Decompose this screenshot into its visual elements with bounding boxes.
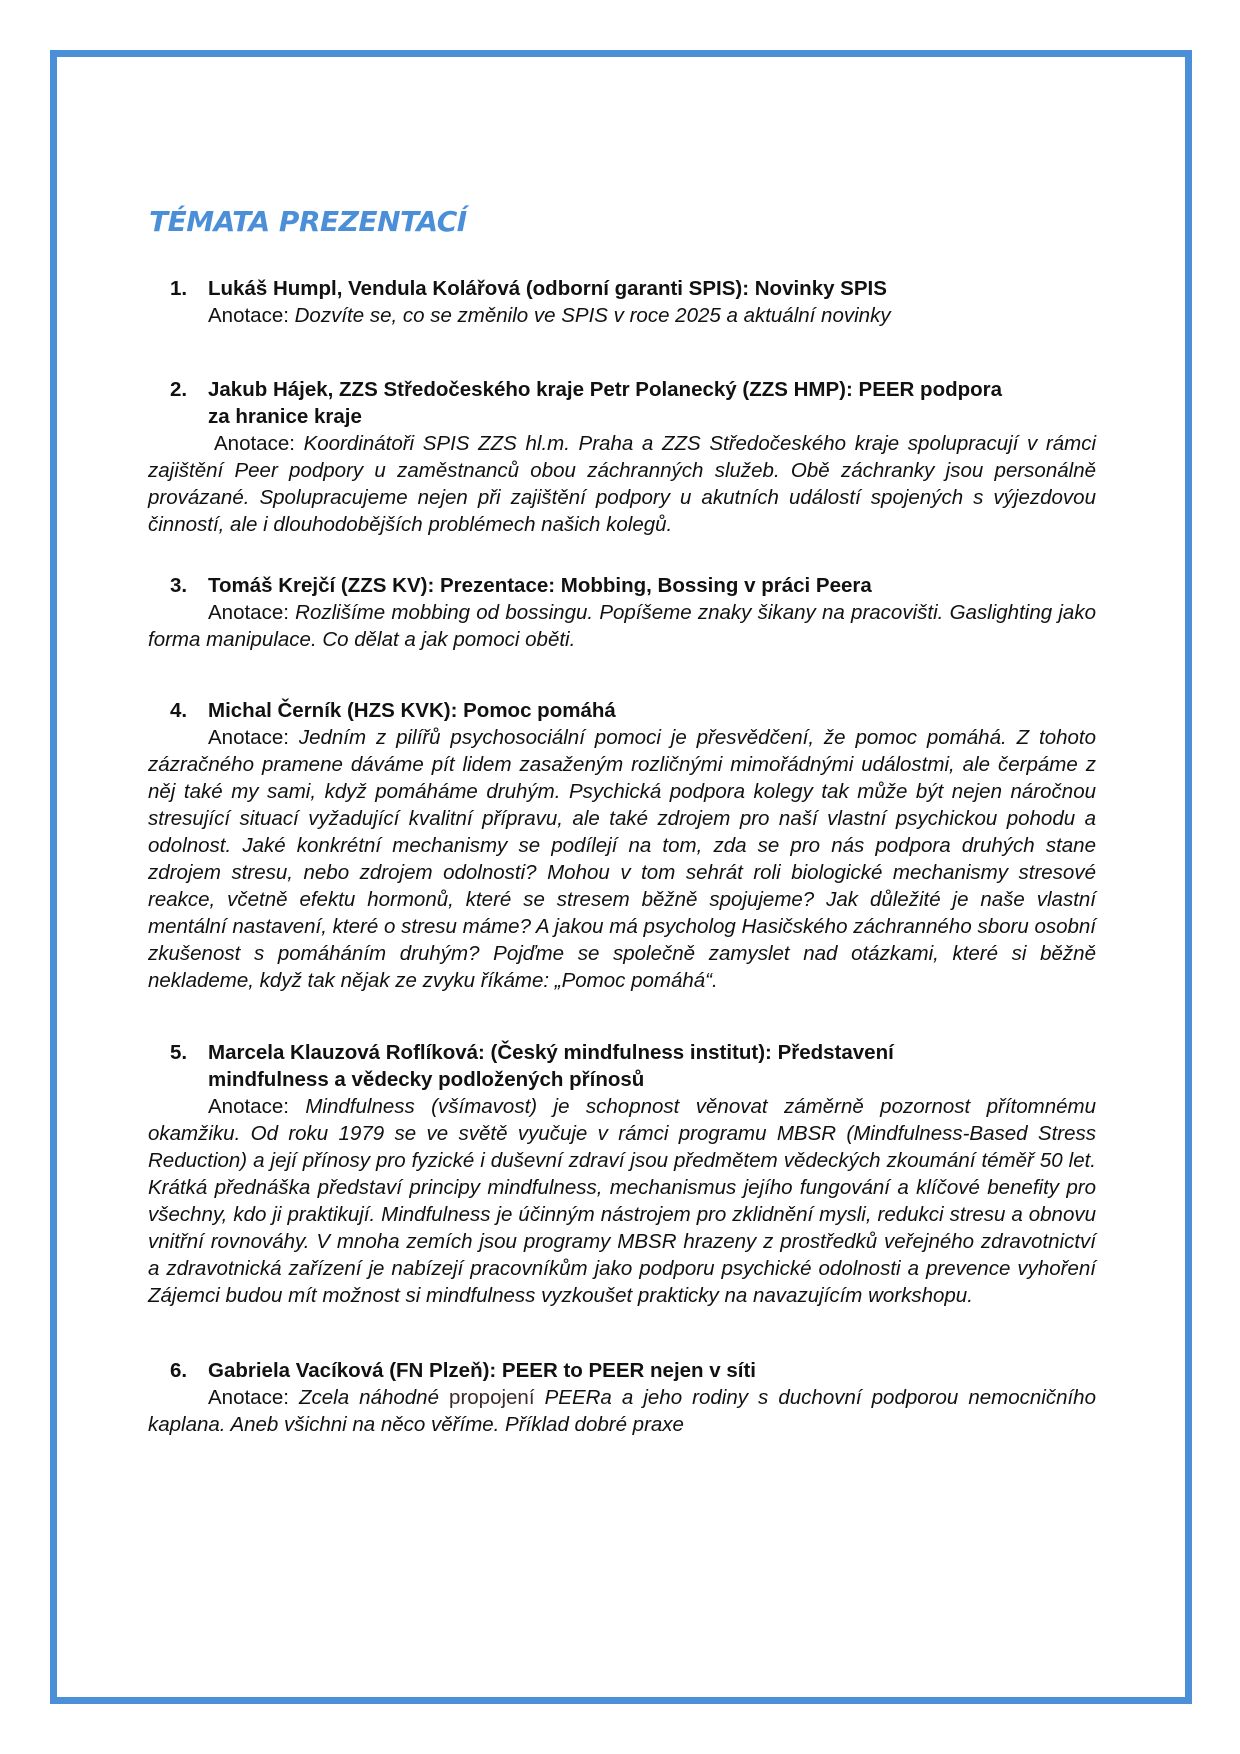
annotation-label: Anotace:	[208, 304, 289, 327]
presentation-item-2	[148, 376, 1096, 538]
item-annotation	[148, 302, 1096, 329]
item-title: Marcela Klauzová Roflíková: (Český mindfulness institut): Představení mindfulness a vědecky podložených přínosů	[208, 1041, 894, 1091]
item-heading	[148, 697, 1096, 724]
annotation-label: Anotace:	[214, 432, 295, 455]
presentation-item-3	[148, 572, 1096, 653]
item-number: 1.	[170, 277, 188, 300]
item-title: Lukáš Humpl, Vendula Kolářová (odborní garanti SPIS): Novinky SPIS	[208, 277, 887, 300]
item-heading	[148, 1357, 1096, 1384]
item-annotation	[148, 1384, 1096, 1438]
item-annotation	[148, 430, 1096, 538]
item-number: 5.	[170, 1041, 188, 1064]
item-annotation	[148, 599, 1096, 653]
item-heading	[148, 376, 1096, 430]
item-heading	[148, 1039, 1096, 1093]
annotation-label: Anotace:	[208, 726, 289, 749]
item-annotation	[148, 724, 1096, 994]
item-number: 4.	[170, 699, 188, 722]
presentation-item-4	[148, 697, 1096, 994]
presentation-item-5	[148, 1039, 1096, 1309]
item-title: Tomáš Krejčí (ZZS KV): Prezentace: Mobbing, Bossing v práci Peera	[208, 574, 872, 597]
item-title: Jakub Hájek, ZZS Středočeského kraje Petr Polanecký (ZZS HMP): PEER podpora za hranice kraje	[208, 378, 1003, 428]
item-heading	[148, 572, 1096, 599]
item-heading	[148, 275, 1096, 302]
annotation-text-start: Zcela náhodné	[298, 1386, 439, 1409]
annotation-text: Rozlišíme mobbing od bossingu. Popíšeme znaky šikany na pracovišti. Gaslighting jako forma manipulace. Co dělat a jak pomoci oběti.	[148, 601, 1096, 651]
presentation-item-1	[148, 275, 1096, 329]
item-number: 6.	[170, 1359, 188, 1382]
annotation-text: Dozvíte se, co se změnilo ve SPIS v roce 2025 a aktuální novinky	[294, 304, 891, 327]
item-title: Gabriela Vacíková (FN Plzeň): PEER to PEER nejen v síti	[208, 1359, 756, 1382]
item-number: 3.	[170, 574, 188, 597]
annotation-text: Jedním z pilířů psychosociální pomoci je přesvědčení, že pomoc pomáhá. Z tohoto zázračného pramene dáváme pít lidem zasaženým rozličnými mimořádnými událostmi, ale čerpáme z něj také my sami, když pomáháme druhým. Psychická podpora kolegy tak může být nejen náročnou stresující situací vyžadující kvalitní přípravu, ale také zdrojem pro naší vlastní psychickou pohodu a odolnost. Jaké konkrétní mechanismy se podílejí na tom, zda se pro nás podpora druhých stane zdrojem stresu, nebo zdrojem odolnosti? Mohou v tom sehrát roli biologické mechanismy stresové reakce, včetně efektu hormonů, které se stresem běžně spojujeme? Jak důležité je naše vlastní mentální nastavení, které o stresu máme? A jakou má psycholog Hasičského záchranného sboru osobní zkušenost s pomáháním druhým? Pojďme se společně zamyslet nad otázkami, které si běžně neklademe, když tak nějak ze zvyku říkáme: „Pomoc pomáhá“.	[148, 726, 1096, 992]
item-annotation	[148, 1093, 1096, 1309]
item-title: Michal Černík (HZS KVK): Pomoc pomáhá	[208, 699, 616, 722]
annotation-label: Anotace:	[208, 1386, 289, 1409]
annotation-text-end: PEERa a jeho rodiny s duchovní podporou nemocničního kaplana. Aneb všichni na něco věříme. Příklad dobré praxe	[148, 1386, 1096, 1436]
presentation-item-6	[148, 1357, 1096, 1438]
annotation-text-highlight: propojení	[449, 1386, 535, 1409]
page-title: TÉMATA PREZENTACÍ	[149, 205, 467, 238]
annotation-text: Mindfulness (všímavost) je schopnost věnovat záměrně pozornost přítomnému okamžiku. Od roku 1979 se ve světě vyučuje v rámci programu MBSR (Mindfulness-Based Stress Reduction) a její přínosy pro fyzické i duševní zdraví jsou předmětem vědeckých zkoumání téměř 50 let. Krátká přednáška představí principy mindfulness, mechanismus jejího fungování a klíčové benefity pro všechny, kdo ji praktikují. Mindfulness je účinným nástrojem pro zklidnění mysli, redukci stresu a obnovu vnitřní rovnováhy. V mnoha zemích jsou programy MBSR hrazeny z prostředků veřejného zdravotnictví a zdravotnická zařízení je nabízejí pracovníkům jako podporu psychické odolnosti a prevence vyhoření Zájemci budou mít možnost si mindfulness vyzkoušet prakticky na navazujícím workshopu.	[148, 1095, 1096, 1307]
annotation-label: Anotace:	[208, 601, 289, 624]
item-number: 2.	[170, 378, 188, 401]
annotation-text: Koordinátoři SPIS ZZS hl.m. Praha a ZZS Středočeského kraje spolupracují v rámci zajištění Peer podpory u zaměstnanců obou záchranných služeb. Obě záchranky jsou personálně provázané. Spolupracujeme nejen při zajištění podpory u akutních událostí spojených s výjezdovou činností, ale i dlouhodobějších problémech našich kolegů.	[148, 432, 1096, 536]
annotation-label: Anotace:	[208, 1095, 289, 1118]
